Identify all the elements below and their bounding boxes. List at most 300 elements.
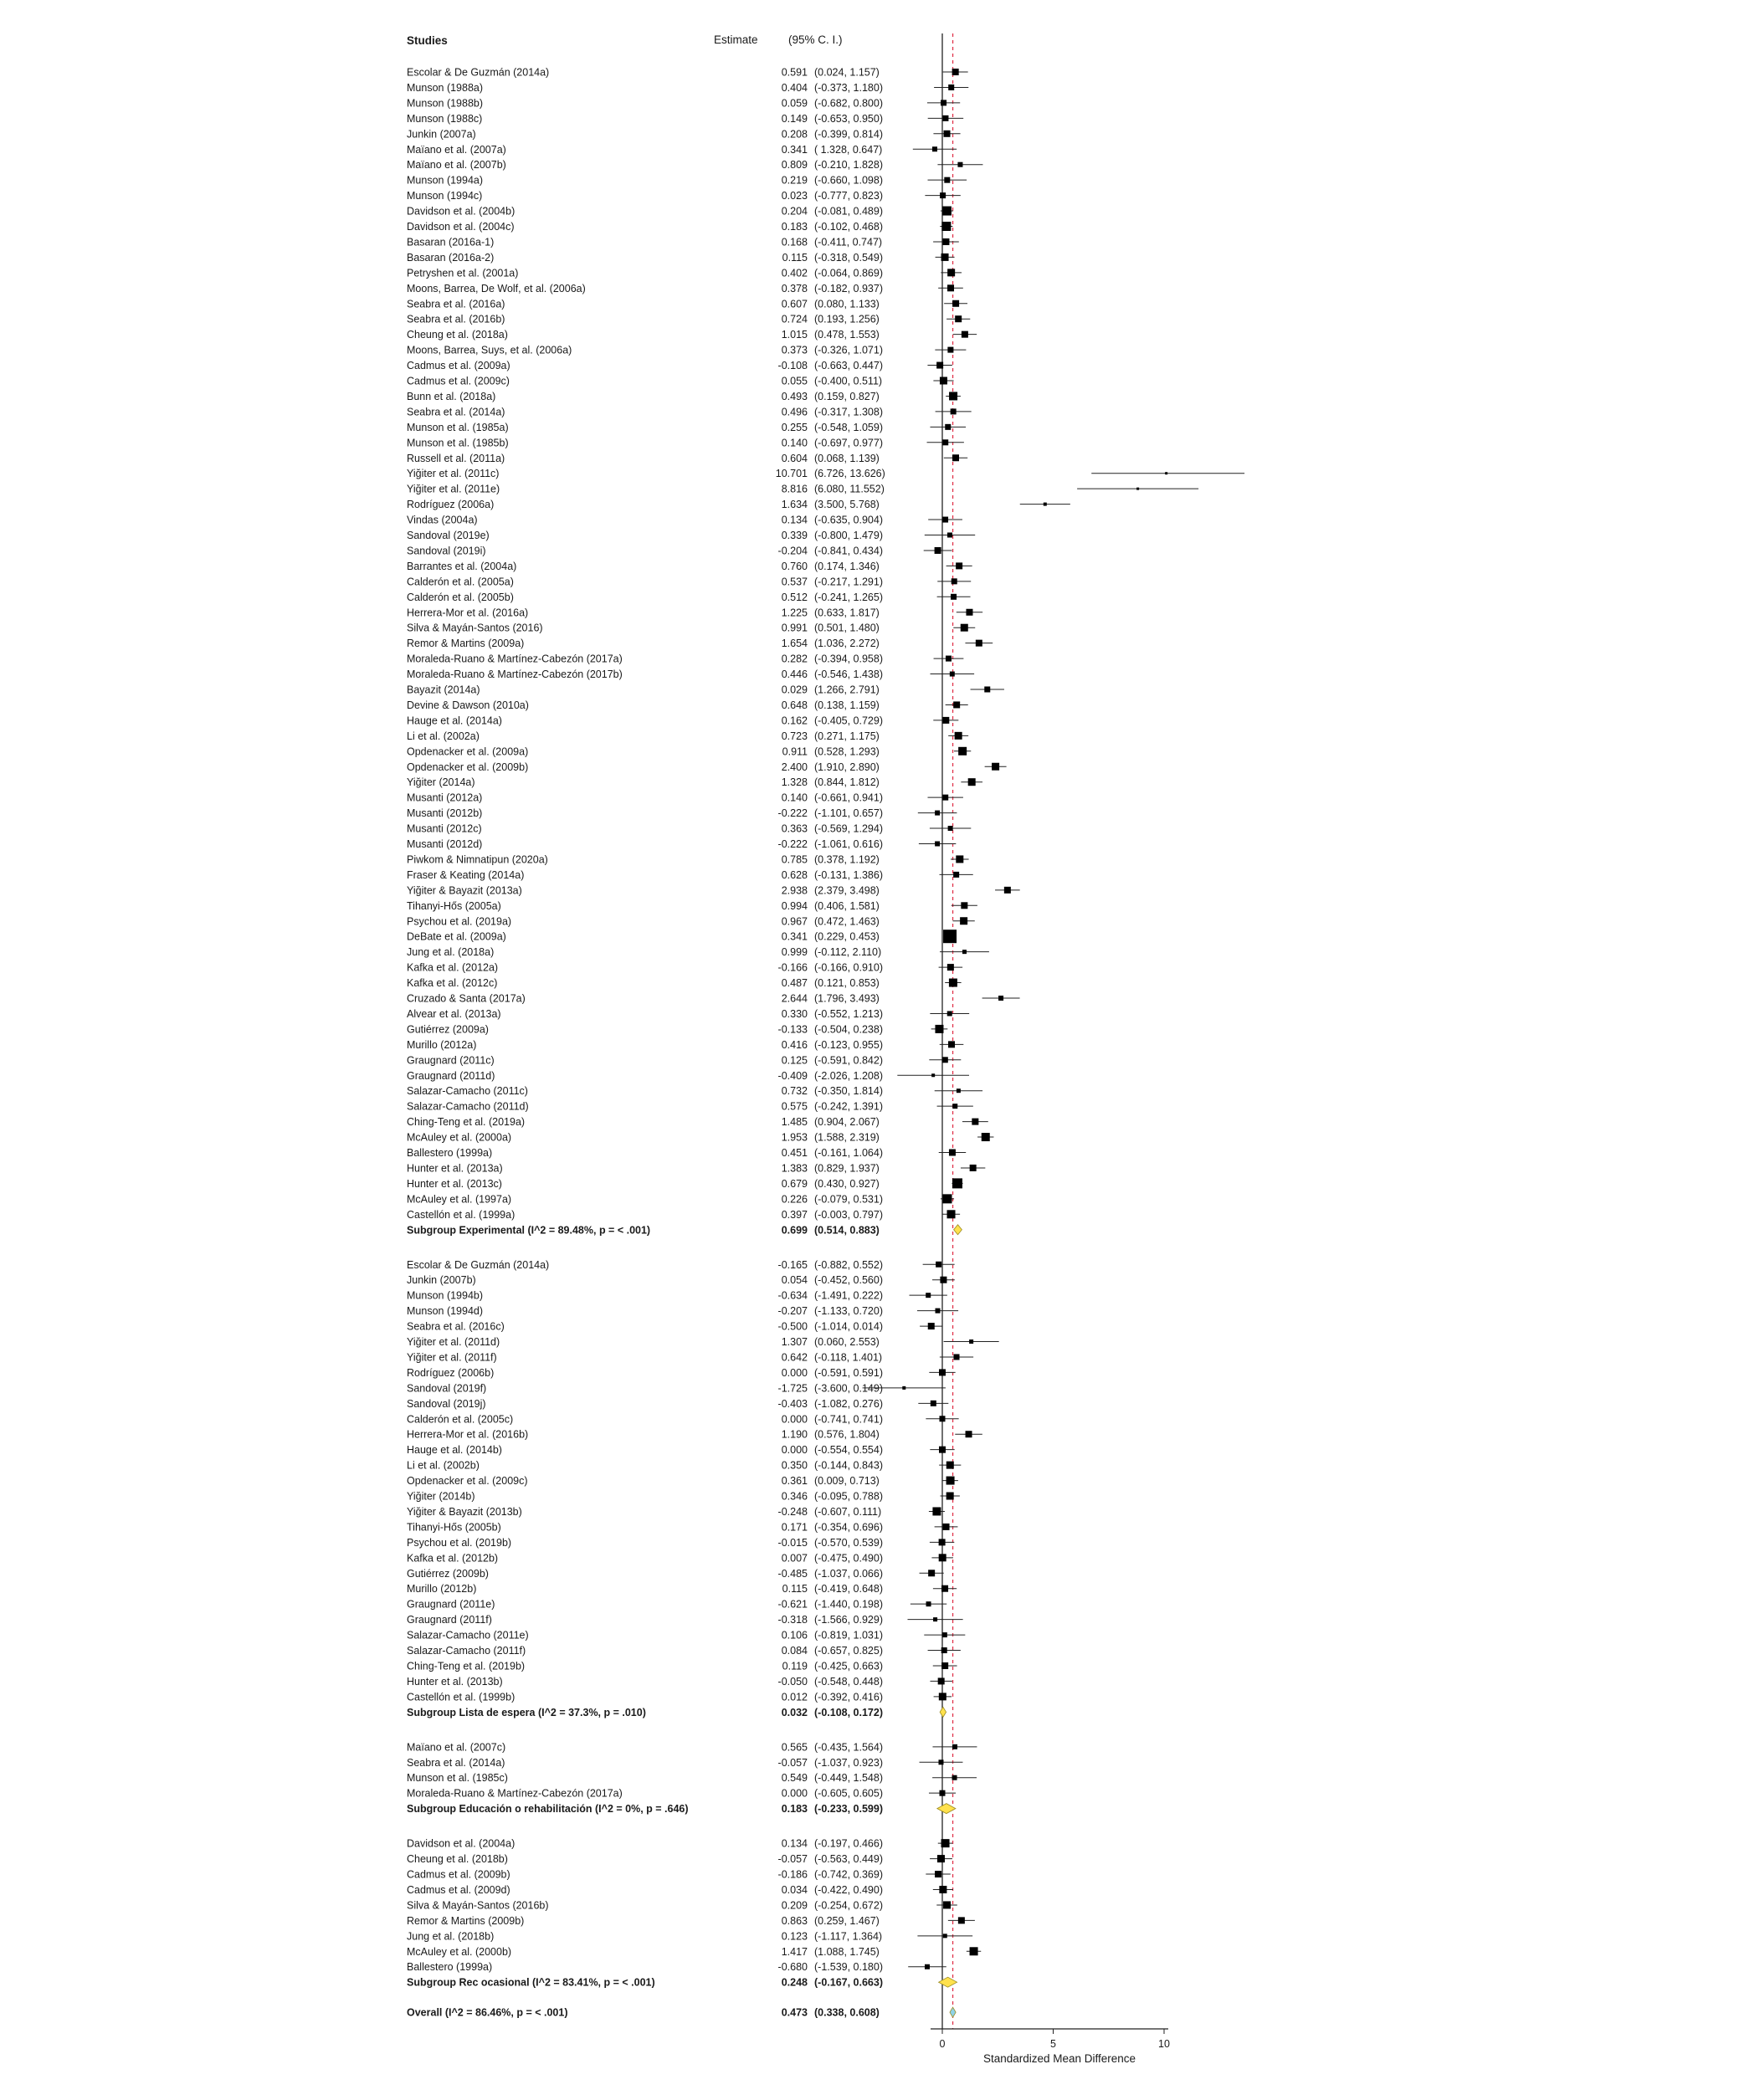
study-row-label: Castellón et al. (1999a) — [407, 1208, 516, 1221]
study-point-estimate — [958, 1917, 965, 1923]
study-row-estimate: 0.679 — [781, 1177, 808, 1190]
study-point-estimate — [970, 1947, 978, 1955]
subgroup-summary-diamond — [954, 1225, 962, 1235]
study-row-label: Herrera-Mor et al. (2016b) — [407, 1428, 529, 1441]
study-row-ci: (-0.182, 0.937) — [814, 282, 883, 295]
study-point-estimate — [954, 1354, 960, 1360]
study-row-ci: (-0.605, 0.605) — [814, 1787, 883, 1800]
ci-column-header: (95% C. I.) — [788, 33, 843, 46]
study-row-label: DeBate et al. (2009a) — [407, 930, 506, 943]
study-row-estimate: 0.575 — [781, 1100, 808, 1113]
study-row-label: McAuley et al. (2000b) — [407, 1945, 512, 1958]
study-point-estimate — [1044, 503, 1047, 506]
study-row-estimate: 0.446 — [781, 668, 808, 681]
study-point-estimate — [942, 439, 948, 445]
study-row-ci: (0.138, 1.159) — [814, 699, 880, 711]
study-row-label: Psychou et al. (2019b) — [407, 1536, 512, 1549]
study-point-estimate — [946, 1493, 954, 1500]
study-row-ci: (6.726, 13.626) — [814, 468, 885, 480]
study-row-ci: (-0.241, 1.265) — [814, 591, 883, 603]
study-point-estimate — [966, 609, 972, 616]
study-row-label: Cadmus et al. (2009d) — [407, 1883, 510, 1896]
study-row-ci: (-0.118, 1.401) — [814, 1351, 883, 1364]
forest-rows — [407, 67, 885, 2019]
study-row-ci: (0.060, 2.553) — [814, 1336, 880, 1349]
study-row-estimate: 1.634 — [781, 499, 808, 511]
study-row-label: Graugnard (2011d) — [407, 1069, 495, 1082]
study-row-estimate: 0.183 — [781, 221, 808, 233]
study-point-estimate — [953, 872, 959, 878]
study-row-estimate: 0.724 — [781, 313, 808, 325]
study-row-label: Piwkom & Nimnatipun (2020a) — [407, 853, 548, 866]
study-row-estimate: 0.785 — [781, 853, 808, 866]
study-row-ci: (0.528, 1.293) — [814, 745, 880, 758]
study-point-estimate — [955, 315, 962, 322]
study-row-label: Cadmus et al. (2009c) — [407, 375, 510, 387]
study-point-estimate — [943, 930, 957, 943]
study-row-ci: (-1.566, 0.929) — [814, 1614, 883, 1626]
study-row-estimate: 2.644 — [781, 992, 808, 1005]
study-row-ci: (0.229, 0.453) — [814, 930, 880, 943]
study-point-estimate — [943, 1901, 951, 1908]
study-row-estimate: -0.680 — [777, 1961, 808, 1974]
study-row-estimate: 0.628 — [781, 868, 808, 881]
study-point-estimate — [952, 1178, 962, 1188]
study-row-label: Davidson et al. (2004b) — [407, 205, 516, 218]
study-row-estimate: 0.350 — [781, 1459, 808, 1472]
study-row-estimate: 1.953 — [781, 1131, 808, 1144]
study-point-estimate — [952, 454, 959, 461]
study-row-label: Munson (1988a) — [407, 81, 484, 94]
estimate-column-header: Estimate — [714, 33, 758, 46]
study-row-ci: (-0.079, 0.531) — [814, 1193, 883, 1206]
study-row-estimate: 0.012 — [781, 1691, 808, 1703]
overall-summary-label: Overall (I^2 = 86.46%, p = < .001) — [407, 2006, 568, 2019]
x-axis-title: Standardized Mean Difference — [982, 2052, 1136, 2065]
study-row-estimate: 0.000 — [781, 1366, 808, 1379]
study-row-estimate: 0.115 — [782, 251, 808, 264]
study-point-estimate — [947, 269, 955, 276]
study-row-label: Maïano et al. (2007a) — [407, 143, 506, 156]
study-row-ci: (0.174, 1.346) — [814, 560, 880, 572]
study-row-label: Musanti (2012a) — [407, 791, 483, 804]
study-row-ci: (-0.102, 0.468) — [814, 221, 883, 233]
study-row-label: Seabra et al. (2016a) — [407, 298, 505, 310]
study-point-estimate — [961, 624, 968, 632]
x-tick-label: 5 — [1050, 2038, 1056, 2050]
study-row-label: Cheung et al. (2018b) — [407, 1853, 508, 1866]
study-row-label: Salazar-Camacho (2011e) — [407, 1629, 529, 1642]
study-row-label: Moons, Barrea, Suys, et al. (2006a) — [407, 344, 572, 356]
study-row-ci: (-1.037, 0.066) — [814, 1567, 883, 1580]
study-row-ci: (0.501, 1.480) — [814, 622, 880, 634]
study-point-estimate — [947, 1210, 956, 1218]
study-row-label: Remor & Martins (2009a) — [407, 638, 525, 650]
study-point-estimate — [940, 377, 947, 385]
study-point-estimate — [928, 1570, 935, 1576]
study-row-estimate: 0.208 — [781, 128, 808, 141]
study-row-label: Munson (1988b) — [407, 97, 484, 110]
study-row-estimate: 0.863 — [781, 1914, 808, 1927]
study-row-label: Ching-Teng et al. (2019b) — [407, 1660, 526, 1672]
overall-summary-diamond — [950, 2007, 956, 2017]
study-row-ci: (0.271, 1.175) — [814, 730, 880, 742]
study-row-ci: (0.576, 1.804) — [814, 1428, 880, 1441]
study-point-estimate — [939, 1554, 946, 1561]
study-row-ci: (-0.064, 0.869) — [814, 267, 883, 279]
study-row-estimate: 1.485 — [781, 1116, 808, 1129]
study-row-estimate: 0.023 — [781, 190, 808, 202]
study-row-estimate: 0.034 — [781, 1883, 808, 1896]
study-row-label: Opdenacker et al. (2009b) — [407, 761, 529, 773]
study-row-ci: (-0.841, 0.434) — [814, 545, 883, 557]
study-row-estimate: 1.015 — [781, 329, 808, 341]
study-row-estimate: -0.248 — [777, 1505, 808, 1518]
study-point-estimate — [939, 1886, 946, 1893]
study-row-label: Munson (1988c) — [407, 112, 483, 125]
study-row-ci: (0.259, 1.467) — [814, 1914, 880, 1927]
study-row-label: Gutiérrez (2009b) — [407, 1567, 489, 1580]
study-point-estimate — [902, 1386, 905, 1390]
study-point-estimate — [970, 1165, 977, 1171]
study-row-ci: (0.904, 2.067) — [814, 1116, 880, 1129]
study-row-label: Alvear et al. (2013a) — [407, 1007, 501, 1020]
study-row-label: Fraser & Keating (2014a) — [407, 868, 525, 881]
study-row-label: Murillo (2012b) — [407, 1583, 477, 1595]
study-row-label: Moons, Barrea, De Wolf, et al. (2006a) — [407, 282, 586, 295]
study-point-estimate — [1004, 887, 1011, 894]
study-point-estimate — [941, 1839, 950, 1847]
study-row-estimate: 0.732 — [781, 1085, 808, 1098]
study-point-estimate — [939, 1693, 946, 1700]
study-row-estimate: -0.050 — [777, 1675, 808, 1688]
study-row-ci: (0.844, 1.812) — [814, 776, 880, 789]
study-row-label: Rodríguez (2006b) — [407, 1366, 495, 1379]
study-row-label: Psychou et al. (2019a) — [407, 915, 512, 928]
study-row-ci: (1.796, 3.493) — [814, 992, 880, 1005]
study-row-ci: (-0.475, 0.490) — [814, 1552, 883, 1565]
study-point-estimate — [940, 1416, 946, 1421]
study-row-ci: (-0.161, 1.064) — [814, 1147, 883, 1159]
study-row-estimate: 0.487 — [781, 977, 808, 990]
study-row-estimate: -0.222 — [777, 838, 808, 850]
study-row-ci: (0.430, 0.927) — [814, 1177, 880, 1190]
study-row-label: Junkin (2007b) — [407, 1274, 476, 1287]
study-row-label: Salazar-Camacho (2011c) — [407, 1085, 528, 1098]
study-row-ci: (-0.741, 0.741) — [814, 1413, 883, 1426]
study-row-ci: (-0.657, 0.825) — [814, 1645, 883, 1657]
study-point-estimate — [947, 964, 954, 971]
study-row-estimate: 0.339 — [781, 530, 808, 541]
study-row-ci: (-0.546, 1.438) — [814, 668, 883, 681]
study-row-estimate: 0.055 — [781, 375, 808, 387]
study-row-estimate: 1.417 — [781, 1945, 808, 1958]
study-row-label: Maïano et al. (2007b) — [407, 159, 506, 172]
study-row-estimate: 0.054 — [781, 1274, 808, 1287]
study-row-estimate: 1.225 — [781, 607, 808, 619]
study-row-estimate: 0.604 — [781, 452, 808, 464]
study-row-label: Musanti (2012b) — [407, 807, 483, 820]
study-row-ci: (0.159, 0.827) — [814, 390, 880, 402]
study-point-estimate — [939, 1539, 946, 1545]
study-row-estimate: 0.119 — [782, 1660, 808, 1672]
study-row-label: Moraleda-Ruano & Martínez-Cabezón (2017b) — [407, 668, 623, 681]
study-point-estimate — [941, 100, 946, 105]
subgroup-summary-estimate: 0.032 — [781, 1706, 808, 1718]
study-row-estimate: 8.816 — [781, 483, 808, 495]
study-row-ci: (-0.131, 1.386) — [814, 868, 883, 881]
study-point-estimate — [931, 1073, 935, 1077]
study-row-ci: (-0.405, 0.729) — [814, 715, 883, 727]
study-row-estimate: 0.378 — [781, 282, 808, 295]
overall-summary-ci: (0.338, 0.608) — [814, 2006, 880, 2019]
study-row-ci: (-0.419, 0.648) — [814, 1583, 883, 1595]
study-row-estimate: 10.701 — [775, 468, 808, 480]
study-point-estimate — [937, 1855, 945, 1862]
study-row-ci: (-0.217, 1.291) — [814, 576, 883, 588]
study-row-estimate: 0.204 — [781, 205, 808, 218]
study-row-estimate: -0.634 — [777, 1289, 808, 1302]
study-row-ci: (-0.197, 0.466) — [814, 1837, 883, 1850]
study-row-ci: (0.121, 0.853) — [814, 977, 880, 990]
study-row-label: Munson et al. (1985c) — [407, 1772, 508, 1785]
study-row-ci: (-1.014, 0.014) — [814, 1320, 883, 1333]
study-point-estimate — [953, 701, 960, 708]
study-row-estimate: 0.991 — [781, 622, 808, 634]
study-point-estimate — [935, 842, 940, 847]
study-point-estimate — [932, 146, 937, 151]
study-row-ci: (-0.697, 0.977) — [814, 437, 883, 449]
study-row-label: Bunn et al. (2018a) — [407, 390, 496, 402]
study-row-ci: (-0.548, 0.448) — [814, 1675, 883, 1688]
study-row-label: Ballestero (1999a) — [407, 1961, 493, 1974]
x-tick-label: 10 — [1158, 2038, 1170, 2050]
study-point-estimate — [938, 1759, 943, 1765]
study-row-label: Munson (1994b) — [407, 1289, 484, 1302]
study-row-ci: (-0.742, 0.369) — [814, 1868, 883, 1881]
study-row-ci: (0.829, 1.937) — [814, 1162, 880, 1175]
study-point-estimate — [942, 207, 952, 216]
study-row-estimate: 0.341 — [781, 930, 808, 943]
study-point-estimate — [947, 347, 953, 353]
study-row-ci: (-0.607, 0.111) — [814, 1505, 882, 1518]
study-row-label: Russell et al. (2011a) — [407, 452, 505, 464]
study-point-estimate — [976, 640, 982, 647]
subgroup-summary-ci: (-0.167, 0.663) — [814, 1976, 883, 1989]
study-row-label: Davidson et al. (2004a) — [407, 1837, 516, 1850]
study-point-estimate — [944, 131, 951, 137]
study-point-estimate — [962, 331, 968, 338]
study-row-ci: (-0.777, 0.823) — [814, 190, 883, 202]
study-point-estimate — [943, 1934, 947, 1938]
study-row-label: Maïano et al. (2007c) — [407, 1741, 506, 1754]
study-row-label: Silva & Mayán-Santos (2016) — [407, 622, 543, 634]
study-point-estimate — [950, 672, 955, 677]
study-point-estimate — [933, 1617, 937, 1621]
study-row-estimate: 0.911 — [782, 745, 808, 758]
study-row-estimate: 0.255 — [781, 421, 808, 433]
study-row-label: Munson (1994c) — [407, 190, 483, 202]
study-row-estimate: -0.165 — [777, 1258, 808, 1271]
study-row-ci: (2.379, 3.498) — [814, 884, 880, 897]
subgroup-summary-label: Subgroup Experimental (I^2 = 89.48%, p = < .001) — [407, 1224, 651, 1237]
study-point-estimate — [935, 1871, 941, 1877]
study-point-estimate — [968, 778, 976, 786]
study-row-label: Yiğiter et al. (2011e) — [407, 483, 500, 495]
study-row-label: McAuley et al. (2000a) — [407, 1131, 512, 1144]
study-point-estimate — [936, 1262, 941, 1268]
study-point-estimate — [960, 917, 967, 925]
x-tick-label: 0 — [939, 2038, 946, 2050]
overall-summary-estimate: 0.473 — [781, 2006, 808, 2019]
study-point-estimate — [942, 717, 949, 724]
study-row-ci: (-0.548, 1.059) — [814, 421, 883, 433]
study-row-ci: (-0.003, 0.797) — [814, 1208, 883, 1221]
study-row-estimate: -0.015 — [777, 1536, 808, 1549]
study-point-estimate — [957, 162, 962, 167]
study-point-estimate — [955, 732, 962, 740]
study-row-label: Basaran (2016a-2) — [407, 251, 495, 264]
subgroup-summary-label: Subgroup Educación o rehabilitación (I^2 = 0%, p = .646) — [407, 1803, 689, 1816]
study-row-ci: (-0.563, 0.449) — [814, 1853, 883, 1866]
study-row-ci: ( 1.328, 0.647) — [814, 143, 883, 156]
study-row-ci: (-0.144, 0.843) — [814, 1459, 883, 1472]
subgroup-summary-ci: (0.514, 0.883) — [814, 1224, 880, 1237]
study-row-ci: (-0.095, 0.788) — [814, 1490, 883, 1503]
study-row-estimate: 0.209 — [781, 1899, 808, 1912]
study-row-ci: (-0.422, 0.490) — [814, 1883, 883, 1896]
study-row-ci: (-0.800, 1.479) — [814, 530, 883, 541]
study-point-estimate — [998, 996, 1003, 1001]
study-row-estimate: -0.222 — [777, 807, 808, 820]
study-row-ci: (0.472, 1.463) — [814, 915, 880, 928]
study-point-estimate — [942, 517, 948, 523]
study-point-estimate — [946, 656, 952, 662]
study-row-label: McAuley et al. (1997a) — [407, 1193, 512, 1206]
study-row-ci: (-0.663, 0.447) — [814, 360, 883, 372]
study-row-label: Calderón et al. (2005b) — [407, 591, 514, 603]
study-row-estimate: 0.549 — [781, 1772, 808, 1785]
study-row-estimate: 0.967 — [781, 915, 808, 928]
study-point-estimate — [939, 1369, 946, 1375]
study-row-estimate: 0.029 — [781, 684, 808, 696]
study-point-estimate — [944, 177, 950, 183]
study-row-ci: (-0.819, 1.031) — [814, 1629, 883, 1642]
study-row-label: Murillo (2012a) — [407, 1038, 477, 1051]
study-row-ci: (-0.394, 0.958) — [814, 653, 883, 665]
study-row-estimate: 0.059 — [781, 97, 808, 110]
study-row-estimate: 0.123 — [781, 1930, 808, 1943]
study-row-estimate: -0.133 — [777, 1023, 808, 1036]
study-point-estimate — [940, 192, 946, 198]
study-row-label: Rodríguez (2006a) — [407, 499, 495, 511]
subgroup-summary-estimate: 0.183 — [781, 1803, 808, 1816]
study-row-estimate: 0.402 — [781, 267, 808, 279]
study-row-estimate: -0.057 — [777, 1853, 808, 1866]
study-point-estimate — [949, 979, 957, 987]
study-row-label: Yiğiter et al. (2011f) — [407, 1351, 497, 1364]
study-point-estimate — [926, 1601, 931, 1606]
study-row-estimate: 0.537 — [781, 576, 808, 588]
study-row-label: Gutiérrez (2009a) — [407, 1023, 489, 1036]
study-row-estimate: 0.496 — [781, 406, 808, 418]
study-row-ci: (0.009, 0.713) — [814, 1475, 880, 1488]
study-row-ci: (-0.350, 1.814) — [814, 1085, 883, 1098]
study-point-estimate — [942, 1057, 948, 1063]
study-row-ci: (-1.539, 0.180) — [814, 1961, 883, 1974]
study-row-label: Yiğiter et al. (2011d) — [407, 1336, 500, 1349]
subgroup-summary-ci: (-0.233, 0.599) — [814, 1803, 883, 1816]
study-row-label: Escolar & De Guzmán (2014a) — [407, 66, 550, 79]
study-row-estimate: 0.000 — [781, 1444, 808, 1457]
study-row-estimate: 0.607 — [781, 298, 808, 310]
study-row-estimate: 1.328 — [781, 776, 808, 789]
study-row-estimate: 0.404 — [781, 81, 808, 94]
study-row-label: Munson (1994d) — [407, 1305, 484, 1318]
study-row-estimate: 0.493 — [781, 390, 808, 402]
study-point-estimate — [948, 85, 954, 90]
study-row-label: Sandoval (2019i) — [407, 545, 486, 557]
study-point-estimate — [925, 1964, 930, 1969]
study-point-estimate — [940, 1277, 946, 1283]
study-row-ci: (-0.591, 0.591) — [814, 1366, 883, 1379]
study-row-label: Graugnard (2011f) — [407, 1614, 492, 1626]
study-row-estimate: -0.057 — [777, 1756, 808, 1769]
study-point-estimate — [931, 1401, 936, 1406]
study-point-estimate — [940, 1790, 946, 1796]
study-row-ci: (-0.210, 1.828) — [814, 159, 883, 172]
subgroup-summary-diamond — [937, 1804, 956, 1814]
study-row-label: Jung et al. (2018a) — [407, 946, 495, 959]
study-row-ci: (-0.411, 0.747) — [814, 236, 883, 248]
study-row-estimate: 0.363 — [781, 822, 808, 835]
study-row-ci: (6.080, 11.552) — [814, 483, 885, 495]
study-row-label: Cadmus et al. (2009b) — [407, 1868, 510, 1881]
study-row-label: Cadmus et al. (2009a) — [407, 360, 510, 372]
study-point-estimate — [952, 300, 959, 307]
study-row-ci: (-0.554, 0.554) — [814, 1444, 883, 1457]
study-row-estimate: 0.140 — [781, 791, 808, 804]
study-point-estimate — [992, 763, 999, 771]
study-row-ci: (-0.661, 0.941) — [814, 791, 883, 804]
study-row-estimate: 0.134 — [781, 1837, 808, 1850]
study-point-estimate — [1136, 488, 1139, 490]
study-row-ci: (-0.552, 1.213) — [814, 1007, 883, 1020]
study-row-ci: (-0.166, 0.910) — [814, 961, 883, 974]
study-point-estimate — [952, 69, 959, 75]
study-row-label: Castellón et al. (1999b) — [407, 1691, 516, 1703]
study-row-ci: (-0.373, 1.180) — [814, 81, 883, 94]
study-row-label: Hunter et al. (2013b) — [407, 1675, 503, 1688]
study-row-label: Hauge et al. (2014b) — [407, 1444, 502, 1457]
study-row-estimate: 0.000 — [781, 1413, 808, 1426]
study-row-label: Junkin (2007a) — [407, 128, 476, 141]
study-row-estimate: 0.642 — [781, 1351, 808, 1364]
study-row-estimate: -0.403 — [777, 1397, 808, 1410]
study-row-ci: (1.266, 2.791) — [814, 684, 880, 696]
study-row-label: Petryshen et al. (2001a) — [407, 267, 519, 279]
study-point-estimate — [945, 424, 951, 430]
study-point-estimate — [942, 1632, 947, 1637]
study-row-estimate: -0.485 — [777, 1567, 808, 1580]
study-row-ci: (-0.123, 0.955) — [814, 1038, 883, 1051]
study-point-estimate — [936, 1309, 941, 1314]
study-row-label: Kafka et al. (2012b) — [407, 1552, 499, 1565]
study-row-label: Graugnard (2011e) — [407, 1598, 495, 1611]
subgroup-summary-estimate: 0.699 — [781, 1224, 808, 1237]
study-row-label: Kafka et al. (2012a) — [407, 961, 499, 974]
study-row-estimate: 0.565 — [781, 1741, 808, 1754]
